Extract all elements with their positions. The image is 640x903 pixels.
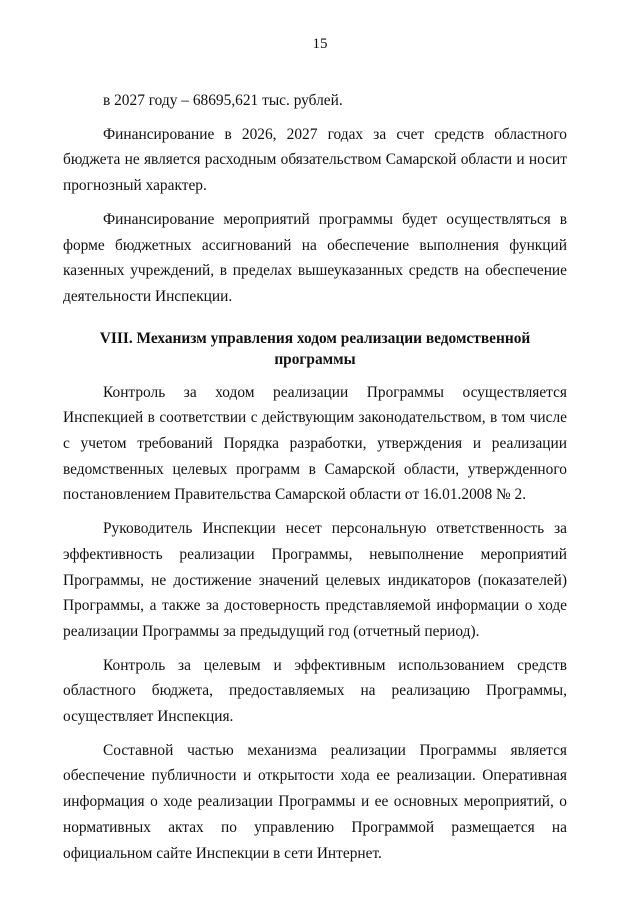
paragraph-funding-form: Финансирование мероприятий программы будет осуществляться в форме бюджетных ассигнований на обеспечение выполнения функций казенных учреждений, в пределах вышеуказанных средств на обеспечение деятельности Инспекции. xyxy=(63,210,567,305)
section-heading: VIII. Механизм управления ходом реализации ведомственной программы xyxy=(99,329,531,368)
paragraph-control: Контроль за ходом реализации Программы осуществляется Инспекцией в соответствии с действующим законодательством, в том числе с учетом требований Порядка разработки, утверждения и реализации ведомственных целевых программ в Самарской области, утвержденного постановлением Правительства Самарской области от 16.01.2008 № 2. xyxy=(63,383,567,504)
paragraph-budget-control: Контроль за целевым и эффективным использованием средств областного бюджета, предоставляемых на реализацию Программы, осуществляет Инспекция. xyxy=(63,656,567,726)
paragraph-responsibility: Руководитель Инспекции несет персональную ответственность за эффективность реализации Программы, невыполнение мероприятий Программы, не достижение значений целевых индикаторов (показателей) Программы, а также за достоверность представляемой информации о ходе реализации Программы за предыдущий год (отчетный период). xyxy=(63,520,567,640)
document-body xyxy=(63,88,567,874)
paragraph-funding-2027: в 2027 году – 68695,621 тыс. рублей. xyxy=(103,92,343,109)
page-number: 15 xyxy=(312,36,328,52)
paragraph-publicity: Составной частью механизма реализации Программы является обеспечение публичности и открытости хода ее реализации. Оперативная информация о ходе реализации Программы и ее основных мероприятий, о нормативных актах по управлению Программой размещается на официальном сайте Инспекции в сети Интернет. xyxy=(63,741,567,862)
paragraph-funding-not-obligation: Финансирование в 2026, 2027 годах за счет средств областного бюджета не является расходным обязательством Самарской области и носит прогнозный характер. xyxy=(63,125,567,195)
